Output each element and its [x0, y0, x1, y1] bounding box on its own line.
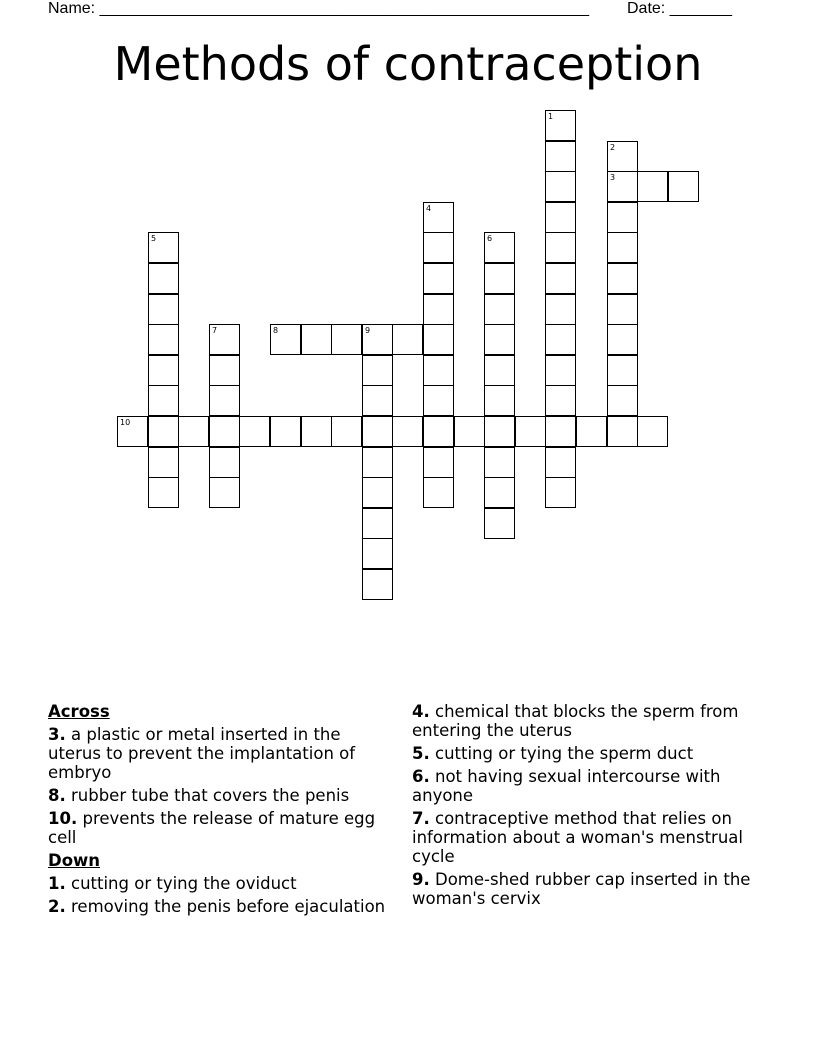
- crossword-cell[interactable]: [607, 355, 638, 386]
- date-line: Date: _______: [627, 0, 732, 17]
- crossword-cell[interactable]: [423, 385, 454, 416]
- crossword-cell[interactable]: [148, 263, 179, 294]
- crossword-cell[interactable]: [148, 324, 179, 355]
- clue-item-number: 10.: [48, 809, 78, 828]
- clue-number: 1: [548, 112, 554, 121]
- crossword-cell[interactable]: [362, 416, 393, 447]
- clue-item-text: contraceptive method that relies on information about a woman's menstrual cycle: [412, 809, 743, 866]
- clue-item-text: cutting or tying the oviduct: [65, 874, 297, 893]
- crossword-cell[interactable]: [545, 263, 576, 294]
- clue-item: [412, 870, 762, 908]
- clue-item-text: chemical that blocks the sperm from entering the uterus: [412, 702, 739, 740]
- crossword-cell[interactable]: [607, 171, 638, 202]
- crossword-cell[interactable]: [607, 141, 638, 172]
- crossword-cell[interactable]: [148, 447, 179, 478]
- clue-number: 2: [610, 143, 616, 152]
- clue-item-number: 3.: [48, 725, 66, 744]
- clue-item-number: 8.: [48, 786, 66, 805]
- crossword-cell[interactable]: [423, 355, 454, 386]
- clue-item-number: 5.: [412, 744, 430, 763]
- crossword-cell[interactable]: [362, 508, 393, 539]
- crossword-cell[interactable]: [545, 416, 576, 447]
- crossword-cell[interactable]: [484, 355, 515, 386]
- crossword-cell[interactable]: [607, 416, 638, 447]
- crossword-cell[interactable]: [117, 416, 148, 447]
- crossword-cell[interactable]: [607, 294, 638, 325]
- crossword-cell[interactable]: [484, 447, 515, 478]
- crossword-cell[interactable]: [545, 447, 576, 478]
- crossword-cell[interactable]: [545, 232, 576, 263]
- crossword-cell[interactable]: [423, 447, 454, 478]
- clue-number: 4: [426, 204, 432, 213]
- crossword-cell[interactable]: [423, 477, 454, 508]
- crossword-cell[interactable]: [668, 171, 699, 202]
- crossword-cell[interactable]: [515, 416, 546, 447]
- clue-item-text: removing the penis before ejaculation: [65, 897, 386, 916]
- clue-number: 5: [151, 234, 157, 243]
- crossword-cell[interactable]: [607, 232, 638, 263]
- clue-item-text: rubber tube that covers the penis: [65, 786, 350, 805]
- crossword-cell[interactable]: [423, 202, 454, 233]
- clue-item-number: 2.: [48, 897, 66, 916]
- clues-right-column: [412, 702, 762, 912]
- clue-item: [412, 744, 762, 763]
- clue-item-text: Dome-shed rubber cap inserted in the woman's cervix: [412, 870, 751, 908]
- crossword-cell[interactable]: [484, 508, 515, 539]
- crossword-cell[interactable]: [545, 110, 576, 141]
- clue-item: [412, 767, 762, 805]
- crossword-cell[interactable]: [484, 324, 515, 355]
- crossword-cell[interactable]: [484, 416, 515, 447]
- crossword-cell[interactable]: [392, 416, 423, 447]
- crossword-cell[interactable]: [637, 171, 668, 202]
- crossword-cell[interactable]: [148, 477, 179, 508]
- clue-item: [48, 725, 390, 782]
- crossword-cell[interactable]: [637, 416, 668, 447]
- clues-left-column: [48, 702, 390, 920]
- clue-item: [48, 897, 390, 916]
- crossword-cell[interactable]: [148, 385, 179, 416]
- clue-item-number: 6.: [412, 767, 430, 786]
- crossword-cell[interactable]: [362, 324, 393, 355]
- crossword-cell[interactable]: [362, 447, 393, 478]
- clue-item-number: 9.: [412, 870, 430, 889]
- crossword-cell[interactable]: [607, 202, 638, 233]
- clue-item-text: cutting or tying the sperm duct: [429, 744, 694, 763]
- crossword-cell[interactable]: [423, 263, 454, 294]
- crossword-cell[interactable]: [239, 416, 270, 447]
- section-heading-down: Down: [48, 851, 101, 870]
- crossword-cell[interactable]: [209, 324, 240, 355]
- clue-number: 7: [212, 326, 218, 335]
- crossword-cell[interactable]: [423, 324, 454, 355]
- crossword-cell[interactable]: [148, 232, 179, 263]
- crossword-cell[interactable]: [484, 385, 515, 416]
- clue-number: 8: [273, 326, 279, 335]
- crossword-cell[interactable]: [362, 538, 393, 569]
- crossword-cell[interactable]: [607, 263, 638, 294]
- crossword-cell[interactable]: [392, 324, 423, 355]
- clue-item: [48, 874, 390, 893]
- crossword-cell[interactable]: [362, 569, 393, 600]
- crossword-cell[interactable]: [209, 416, 240, 447]
- clue-item-number: 4.: [412, 702, 430, 721]
- clue-number: 9: [365, 326, 371, 335]
- clue-item-text: not having sexual intercourse with anyone: [412, 767, 721, 805]
- crossword-cell[interactable]: [301, 416, 332, 447]
- crossword-cell[interactable]: [454, 416, 485, 447]
- crossword-cell[interactable]: [545, 202, 576, 233]
- clue-item: [412, 809, 762, 866]
- crossword-cell[interactable]: [607, 324, 638, 355]
- crossword-cell[interactable]: [148, 355, 179, 386]
- crossword-cell[interactable]: [484, 263, 515, 294]
- clue-item: [412, 702, 762, 740]
- crossword-cell[interactable]: [331, 324, 362, 355]
- crossword-cell[interactable]: [362, 385, 393, 416]
- clue-item-number: 1.: [48, 874, 66, 893]
- crossword-cell[interactable]: [209, 447, 240, 478]
- clue-number: 3: [610, 173, 616, 182]
- crossword-cell[interactable]: [545, 141, 576, 172]
- crossword-cell[interactable]: [545, 477, 576, 508]
- crossword-cell[interactable]: [270, 416, 301, 447]
- crossword-cell[interactable]: [209, 477, 240, 508]
- crossword-cell[interactable]: [545, 294, 576, 325]
- clue-item-text: prevents the release of mature egg cell: [48, 809, 376, 847]
- crossword-cell[interactable]: [576, 416, 607, 447]
- clue-item-text: a plastic or metal inserted in the uterus to prevent the implantation of embryo: [48, 725, 356, 782]
- crossword-cell[interactable]: [423, 294, 454, 325]
- crossword-cell[interactable]: [545, 171, 576, 202]
- crossword-cell[interactable]: [545, 385, 576, 416]
- clue-number: 10: [120, 418, 131, 427]
- page-title: Methods of contraception: [113, 37, 703, 91]
- crossword-cell[interactable]: [545, 355, 576, 386]
- crossword-cell[interactable]: [331, 416, 362, 447]
- crossword-cell[interactable]: [423, 416, 454, 447]
- crossword-cell[interactable]: [301, 324, 332, 355]
- crossword-cell[interactable]: [484, 477, 515, 508]
- crossword-cell[interactable]: [545, 324, 576, 355]
- crossword-cell[interactable]: [484, 294, 515, 325]
- crossword-cell[interactable]: [423, 232, 454, 263]
- crossword-cell[interactable]: [209, 385, 240, 416]
- crossword-cell[interactable]: [178, 416, 209, 447]
- clue-number: 6: [487, 234, 493, 243]
- crossword-cell[interactable]: [270, 324, 301, 355]
- clue-item-number: 7.: [412, 809, 430, 828]
- clue-item: [48, 786, 390, 805]
- crossword-cell[interactable]: [362, 355, 393, 386]
- crossword-cell[interactable]: [209, 355, 240, 386]
- clue-item: [48, 809, 390, 847]
- crossword-cell[interactable]: [148, 416, 179, 447]
- crossword-cell[interactable]: [148, 294, 179, 325]
- crossword-cell[interactable]: [362, 477, 393, 508]
- crossword-cell[interactable]: [607, 385, 638, 416]
- crossword-cell[interactable]: [484, 232, 515, 263]
- name-line: Name: _______________________________________________________: [48, 0, 589, 17]
- section-heading-across: Across: [48, 702, 110, 721]
